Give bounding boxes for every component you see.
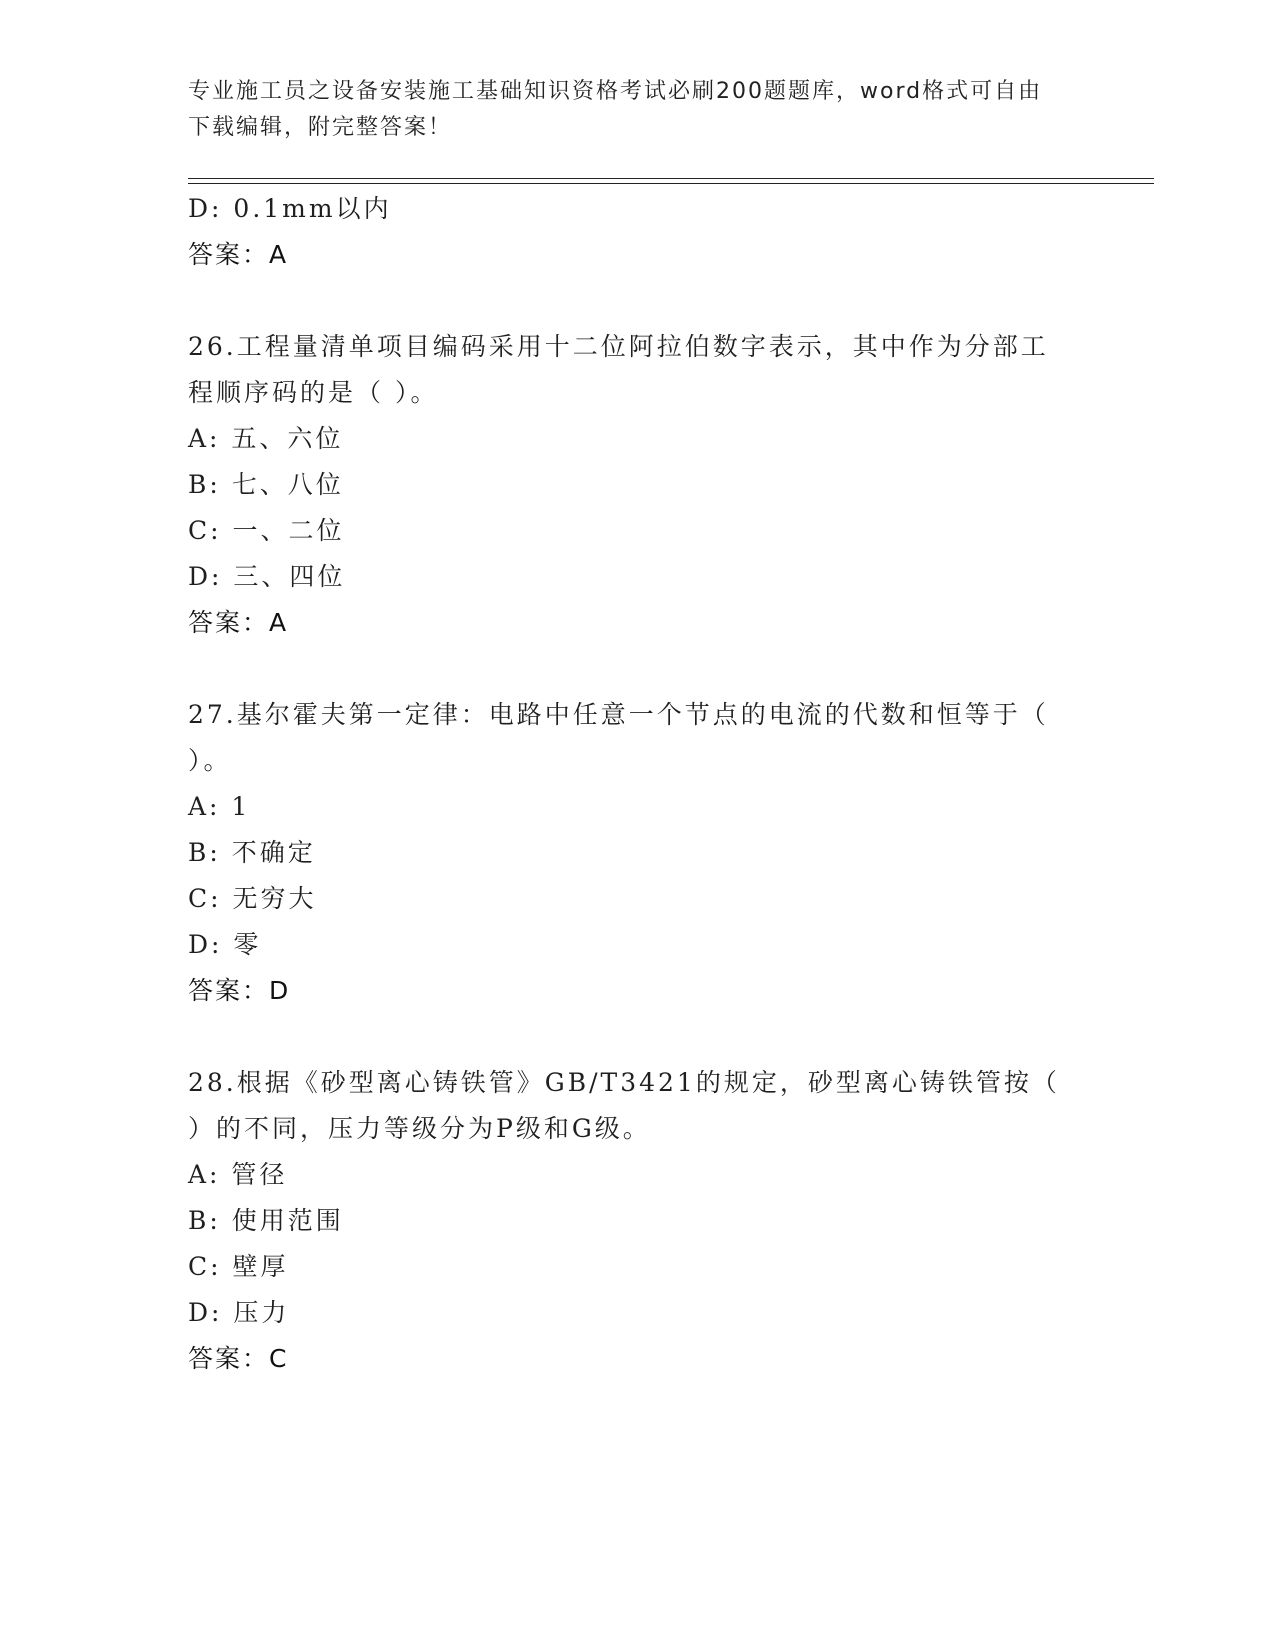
document-body xyxy=(188,186,1088,1382)
question-stem: 27.基尔霍夫第一定律：电路中任意一个节点的电流的代数和恒等于（ xyxy=(188,700,1049,729)
answer-line: 答案：A xyxy=(188,240,289,269)
question-stem-continued: ）的不同，压力等级分为P级和G级。 xyxy=(188,1114,651,1143)
option-b: B: 七、八位 xyxy=(188,470,344,499)
option-b: B: 不确定 xyxy=(188,838,316,867)
option-d: D: 零 xyxy=(188,930,262,959)
question-26 xyxy=(188,324,1088,646)
question-28 xyxy=(188,1060,1088,1382)
option-c: C: 无穷大 xyxy=(188,884,317,913)
option-c: C: 壁厚 xyxy=(188,1252,289,1281)
answer-line: 答案：D xyxy=(188,976,291,1005)
question-27 xyxy=(188,692,1088,1014)
answer-line: 答案：A xyxy=(188,608,289,637)
document-header xyxy=(188,74,1088,146)
header-line-2: 下载编辑，附完整答案！ xyxy=(188,115,453,140)
spacer xyxy=(188,1014,1088,1060)
header-divider-top xyxy=(188,178,1154,179)
question-stem-continued: ）。 xyxy=(188,746,232,775)
option-c: C: 一、二位 xyxy=(188,516,345,545)
spacer xyxy=(188,646,1088,692)
option-a: A: 1 xyxy=(188,792,251,821)
question-stem: 28.根据《砂型离心铸铁管》GB/T3421的规定，砂型离心铸铁管按（ xyxy=(188,1068,1060,1097)
answer-line: 答案：C xyxy=(188,1344,289,1373)
option-d: D: 压力 xyxy=(188,1298,290,1327)
header-line-1: 专业施工员之设备安装施工基础知识资格考试必刷200题题库，word格式可自由 xyxy=(188,79,1043,104)
question-stem-continued: 程顺序码的是（ ）。 xyxy=(188,378,439,407)
option-b: B: 使用范围 xyxy=(188,1206,344,1235)
option-d: D: 0.1mm以内 xyxy=(188,194,392,223)
option-d: D: 三、四位 xyxy=(188,562,346,591)
spacer xyxy=(188,278,1088,324)
option-a: A: 管径 xyxy=(188,1160,288,1189)
question-stem: 26.工程量清单项目编码采用十二位阿拉伯数字表示，其中作为分部工 xyxy=(188,332,1049,361)
header-divider-bottom xyxy=(188,183,1154,184)
option-a: A: 五、六位 xyxy=(188,424,344,453)
